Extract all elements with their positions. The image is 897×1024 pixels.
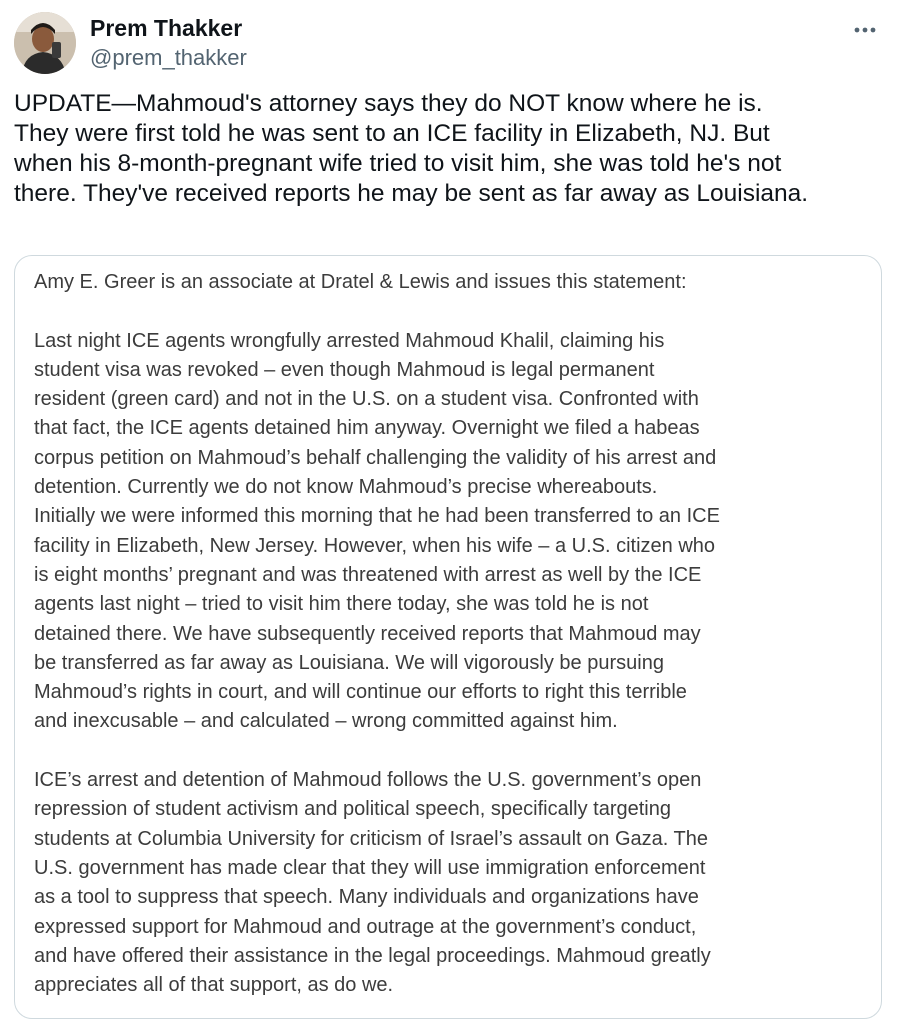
avatar[interactable] bbox=[14, 12, 76, 74]
more-options-button[interactable] bbox=[847, 18, 883, 42]
more-horizontal-icon bbox=[847, 18, 883, 42]
author-names bbox=[90, 14, 247, 72]
statement-image[interactable] bbox=[14, 255, 882, 1019]
display-name[interactable]: Prem Thakker bbox=[90, 15, 243, 41]
statement-text: Amy E. Greer is an associate at Dratel & Lewis and issues this statement: Last night ICE agents wrongfully arrested Mahmoud Khalil, claiming his student visa was revoked – even though Mahmoud is legal permanent resident (green card) and not in the U.S. on a student visa. Confronted with that fact, the ICE agents detained him anyway. Overnight we filed a habeas corpus petition on Mahmoud’s behalf challenging the validity of his arrest and detention. Currently we do not know Mahmoud’s precise whereabouts. Initially we were informed this morning that he had been transferred to an ICE facility in Elizabeth, New Jersey. However, when his wife – a U.S. citizen who is eight months’ pregnant and was threatened with arrest as well by the ICE agents last night – tried to visit him there today, she was told he is not detained there. We have subsequently received reports that Mahmoud may be transferred as far away as Louisiana. We will vigorously be pursuing Mahmoud’s rights in court, and will continue our efforts to right this terrible and inexcusable – and calculated – wrong committed against him. ICE’s arrest and detention of Mahmoud follows the U.S. government’s open repression of student activism and political speech, specifically targeting students at Columbia University for criticism of Israel’s assault on Gaza. The U.S. government has made clear that they will use immigration enforcement as a tool to suppress that speech. Many individuals and organizations have expressed support for Mahmoud and outrage at the government’s conduct, and have offered their assistance in the legal proceedings. Mahmoud greatly appreciates all of that support, as do we. bbox=[34, 271, 720, 997]
handle[interactable]: @prem_thakker bbox=[90, 45, 247, 70]
tweet-text: UPDATE—Mahmoud's attorney says they do NOT know where he is. They were first told he was sent to an ICE facility in Elizabeth, NJ. But when his 8-month-pregnant wife tried to visit him, she was told he's not there. They've received reports he may be sent as far away as Louisiana. bbox=[14, 90, 809, 207]
tweet-header bbox=[14, 12, 883, 76]
avatar-photo bbox=[14, 12, 76, 74]
